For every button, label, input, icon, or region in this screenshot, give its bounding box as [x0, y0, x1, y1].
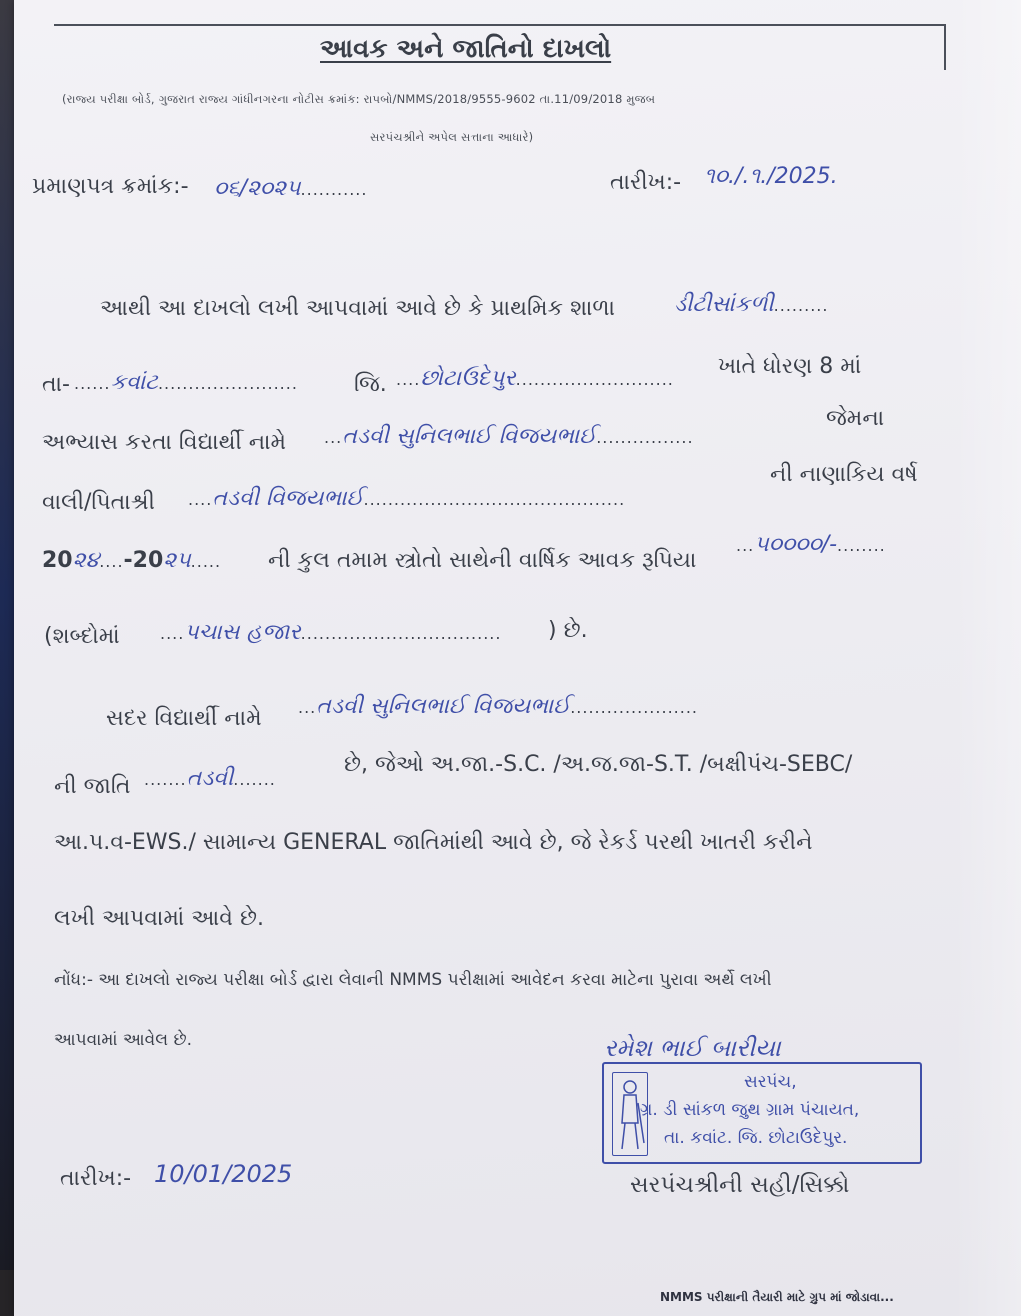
- note-line-2: આપવામાં આવેલ છે.: [54, 1030, 192, 1050]
- std-text: ખાતે ધોરણ 8 માં: [718, 354, 862, 379]
- date-label: તારીખ:-: [610, 170, 682, 195]
- certificate-no-label: પ્રમાણપત્ર ક્રમાંક:-: [32, 174, 189, 199]
- seal-line-3: તા. કવાંટ. જિ. છોટાઉદેપુર.: [664, 1128, 848, 1148]
- ji-label: જિ.: [354, 372, 387, 397]
- caste-field: .......તડવી.......: [144, 766, 276, 791]
- words-label: (શબ્દોમાં: [44, 624, 120, 649]
- words-value: પચાસ હજાર: [184, 620, 301, 645]
- district-field: ....છોટાઉદેપુર..........................: [396, 366, 674, 391]
- seal-line-1: સરપંચ,: [744, 1072, 797, 1092]
- reference-line-1: (રાજ્ય પરીક્ષા બોર્ડ, ગુજરાત રાજ્ય ગાંધીનગરના નોટીસ ક્રમાંક: રાપબો/NMMS/2018/9555-9602 તા.11/09/2018 મુજબ: [62, 92, 656, 106]
- caste-value: તડવી: [186, 766, 234, 791]
- year-to-value: ૨૫: [163, 548, 191, 573]
- para1-text: આથી આ દાખલો લખી આપવામાં આવે છે કે પ્રાથમિક શાળા: [100, 296, 615, 321]
- income-text: ની કુલ તમામ સ્ત્રોતો સાથેની વાર્ષિક આવક રૂપિયા: [268, 548, 697, 573]
- footer-date-value: 10/01/2025: [154, 1160, 293, 1188]
- student-name-value: તડવી સુનિલભાઈ વિજયભાઈ: [342, 424, 597, 449]
- handwritten-signature: રમેશ ભાઈ બારીયા: [604, 1034, 781, 1062]
- taluka-field: ......કવાંટ.......................: [74, 370, 298, 395]
- income-value: ૫૦૦૦૦/-: [754, 532, 838, 557]
- school-value: ડીટીસાંકળી: [674, 292, 774, 317]
- caste-text: છે, જેઓ અ.જા.-S.C. /અ.જ.જા-S.T. /બક્ષીપંચ-SEBC/: [344, 752, 853, 777]
- year-prefix: 20: [42, 548, 73, 573]
- student-name-field-2: ...તડવી સુનિલભાઈ વિજયભાઈ.....................: [298, 694, 698, 719]
- income-field: ...૫૦૦૦૦/-........: [736, 532, 886, 557]
- year-from-value: ૨૪: [72, 548, 100, 573]
- document-title: આવક અને જાતિનો દાખલો: [320, 34, 612, 64]
- paper-fold-shade: [954, 0, 1021, 1316]
- parent-label: વાલી/પિતાશ્રી: [42, 490, 155, 515]
- bottom-strip-text: NMMS પરીક્ષાની તૈયારી માટે ગ્રુપ માં જોડાવા...: [660, 1290, 894, 1304]
- certificate-no-value: ૦૬/૨૦૨૫: [214, 176, 301, 201]
- ta-label: તા-: [42, 372, 70, 397]
- parent-field: ....તડવી વિજયભાઈ...........................................: [188, 486, 626, 511]
- taluka-value: કવાંટ: [110, 370, 158, 395]
- certificate-no-field: ૦૬/૨૦૨૫...........: [214, 176, 368, 201]
- fin-year-text: ની નાણાકિય વર્ષ: [770, 462, 918, 487]
- footer-date-label: તારીખ:-: [60, 1166, 132, 1191]
- caste-text-2: આ.પ.વ-EWS./ સામાન્ય GENERAL જાતિમાંથી આવે છે, જે રેકર્ડ પરથી ખાતરી કરીને: [54, 830, 813, 855]
- student-name-field: ...તડવી સુનિલભાઈ વિજયભાઈ................: [324, 424, 694, 449]
- para2-text: સદર વિદ્યાર્થી નામે: [106, 706, 262, 731]
- words-field: ....પચાસ હજાર.................................: [160, 620, 502, 645]
- study-text: અભ્યાસ કરતા વિદ્યાર્થી નામે: [42, 430, 287, 455]
- school-field: ડીટીસાંકળી.........: [674, 292, 829, 317]
- caste-text-3: લખી આપવામાં આવે છે.: [54, 906, 264, 931]
- reference-line-2: સરપંચશ્રીને અપેલ સત્તાના આધારે): [370, 130, 534, 144]
- sarpanch-seal: [602, 1062, 922, 1164]
- seal-line-2: ગ્ર. ડી સાંકળ જુથ ગ્રામ પંચાયત,: [640, 1100, 860, 1120]
- certificate-paper: [14, 0, 1021, 1316]
- district-value: છોટાઉદેપુર: [420, 366, 516, 391]
- words-close: ) છે.: [548, 618, 588, 643]
- jemna-text: જેમના: [826, 406, 885, 431]
- signature-label: સરપંચશ્રીની સહી/સિક્કો: [630, 1172, 850, 1198]
- date-value: ૧૦./.૧./2025.: [704, 164, 838, 189]
- year-field: 20૨૪....-20૨૫.....: [42, 548, 222, 573]
- year-mid: -20: [123, 548, 164, 573]
- student-name-value-2: તડવી સુનિલભાઈ વિજયભાઈ: [316, 694, 571, 719]
- ni-jati-label: ની જાતિ: [54, 774, 131, 799]
- parent-value: તડવી વિજયભાઈ: [212, 486, 364, 511]
- note-line-1: નોંધ:- આ દાખલો રાજ્ય પરીક્ષા બોર્ડ દ્વારા લેવાની NMMS પરીક્ષામાં આવેદન કરવા માટેના પુરાવા અર્થે લખી: [54, 970, 772, 990]
